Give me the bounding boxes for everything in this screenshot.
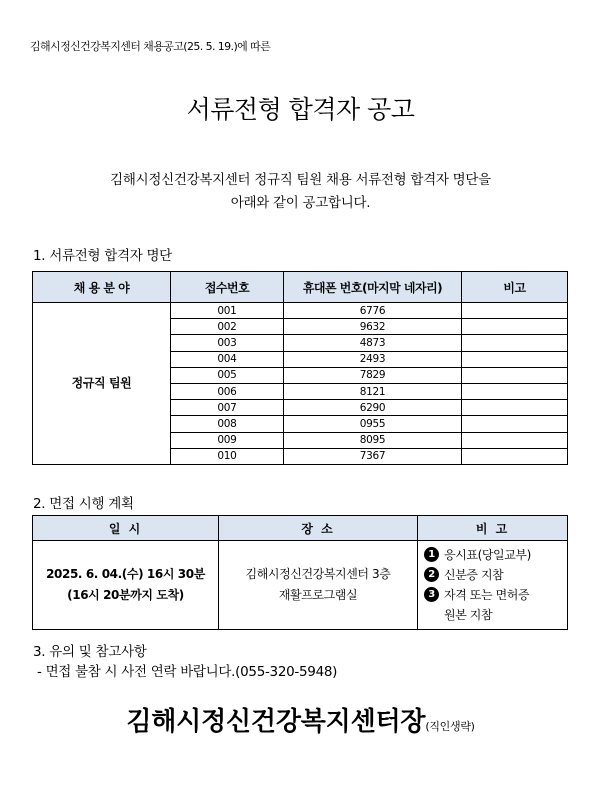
phone-cell: 0955 xyxy=(284,416,462,432)
col-header-phone: 휴대폰 번호(마지막 네자리) xyxy=(284,272,462,303)
number-cell: 009 xyxy=(171,432,284,448)
number-cell: 002 xyxy=(171,319,284,335)
remark-item xyxy=(424,585,567,605)
datetime-line-2: (16시 20분까지 도착) xyxy=(67,588,184,602)
number-cell: 006 xyxy=(171,383,284,399)
number-cell: 003 xyxy=(171,335,284,351)
passer-table-header xyxy=(33,272,568,303)
signature xyxy=(0,701,601,738)
note-cell xyxy=(462,303,568,319)
passer-table xyxy=(32,271,568,465)
number-1-icon: 1 xyxy=(424,547,439,562)
note-cell xyxy=(462,400,568,416)
col-header-datetime: 일 시 xyxy=(33,516,219,541)
section2-title: 2. 면접 시행 계획 xyxy=(33,496,134,512)
page-title: 서류전형 합격자 공고 xyxy=(186,95,415,124)
note-cell xyxy=(462,351,568,367)
phone-cell: 8121 xyxy=(284,383,462,399)
place-line-1: 김해시정신건강복지센터 3층 xyxy=(245,567,391,581)
remark-text: 자격 또는 면허증 xyxy=(444,587,530,602)
table-row xyxy=(33,541,568,630)
remark-text: 응시표(당일교부) xyxy=(444,547,531,562)
intro-line-2: 아래와 같이 공고합니다. xyxy=(230,195,371,211)
number-cell: 010 xyxy=(171,448,284,464)
number-cell: 001 xyxy=(171,303,284,319)
note-cell xyxy=(462,432,568,448)
remark-text-continued: 원본 지참 xyxy=(444,607,493,622)
table-row xyxy=(33,303,568,319)
phone-cell: 2493 xyxy=(284,351,462,367)
datetime-line-1: 2025. 6. 04.(수) 16시 30분 xyxy=(46,567,205,581)
number-3-icon: 3 xyxy=(424,587,439,602)
seal-omitted: (직인생략) xyxy=(425,720,475,733)
note-cell xyxy=(462,383,568,399)
remark-text: 신분증 지참 xyxy=(444,567,504,582)
signature-name: 김해시정신건강복지센터장 xyxy=(126,707,426,737)
interview-table xyxy=(32,515,568,630)
note-cell xyxy=(462,416,568,432)
note-cell xyxy=(462,367,568,383)
datetime-cell xyxy=(33,541,219,630)
note-cell xyxy=(462,319,568,335)
remarks-cell xyxy=(418,541,568,630)
phone-cell: 8095 xyxy=(284,432,462,448)
phone-cell: 7829 xyxy=(284,367,462,383)
contact-note: - 면접 불참 시 사전 연락 바랍니다.(055-320-5948) xyxy=(37,664,338,680)
number-cell: 008 xyxy=(171,416,284,432)
remark-item xyxy=(424,565,567,585)
phone-cell: 7367 xyxy=(284,448,462,464)
basis-line: 김해시정신건강복지센터 채용공고(25. 5. 19.)에 따른 xyxy=(30,40,271,53)
phone-cell: 4873 xyxy=(284,335,462,351)
number-cell: 004 xyxy=(171,351,284,367)
col-header-remarks: 비 고 xyxy=(418,516,568,541)
col-header-note: 비고 xyxy=(462,272,568,303)
place-cell xyxy=(219,541,418,630)
note-cell xyxy=(462,335,568,351)
phone-cell: 6290 xyxy=(284,400,462,416)
col-header-place: 장 소 xyxy=(219,516,418,541)
phone-cell: 6776 xyxy=(284,303,462,319)
interview-table-header xyxy=(33,516,568,541)
place-line-2: 재활프로그램실 xyxy=(278,588,358,602)
section1-title: 1. 서류전형 합격자 명단 xyxy=(33,248,172,264)
col-header-number: 접수번호 xyxy=(171,272,284,303)
number-cell: 007 xyxy=(171,400,284,416)
number-cell: 005 xyxy=(171,367,284,383)
remark-item xyxy=(424,545,567,565)
intro-text xyxy=(40,169,561,215)
field-cell: 정규직 팀원 xyxy=(33,303,171,465)
col-header-field: 채 용 분 야 xyxy=(33,272,171,303)
intro-line-1: 김해시정신건강복지센터 정규직 팀원 채용 서류전형 합격자 명단을 xyxy=(110,172,491,188)
section3-title: 3. 유의 및 참고사항 xyxy=(33,644,147,660)
phone-cell: 9632 xyxy=(284,319,462,335)
number-2-icon: 2 xyxy=(424,567,439,582)
note-cell xyxy=(462,448,568,464)
